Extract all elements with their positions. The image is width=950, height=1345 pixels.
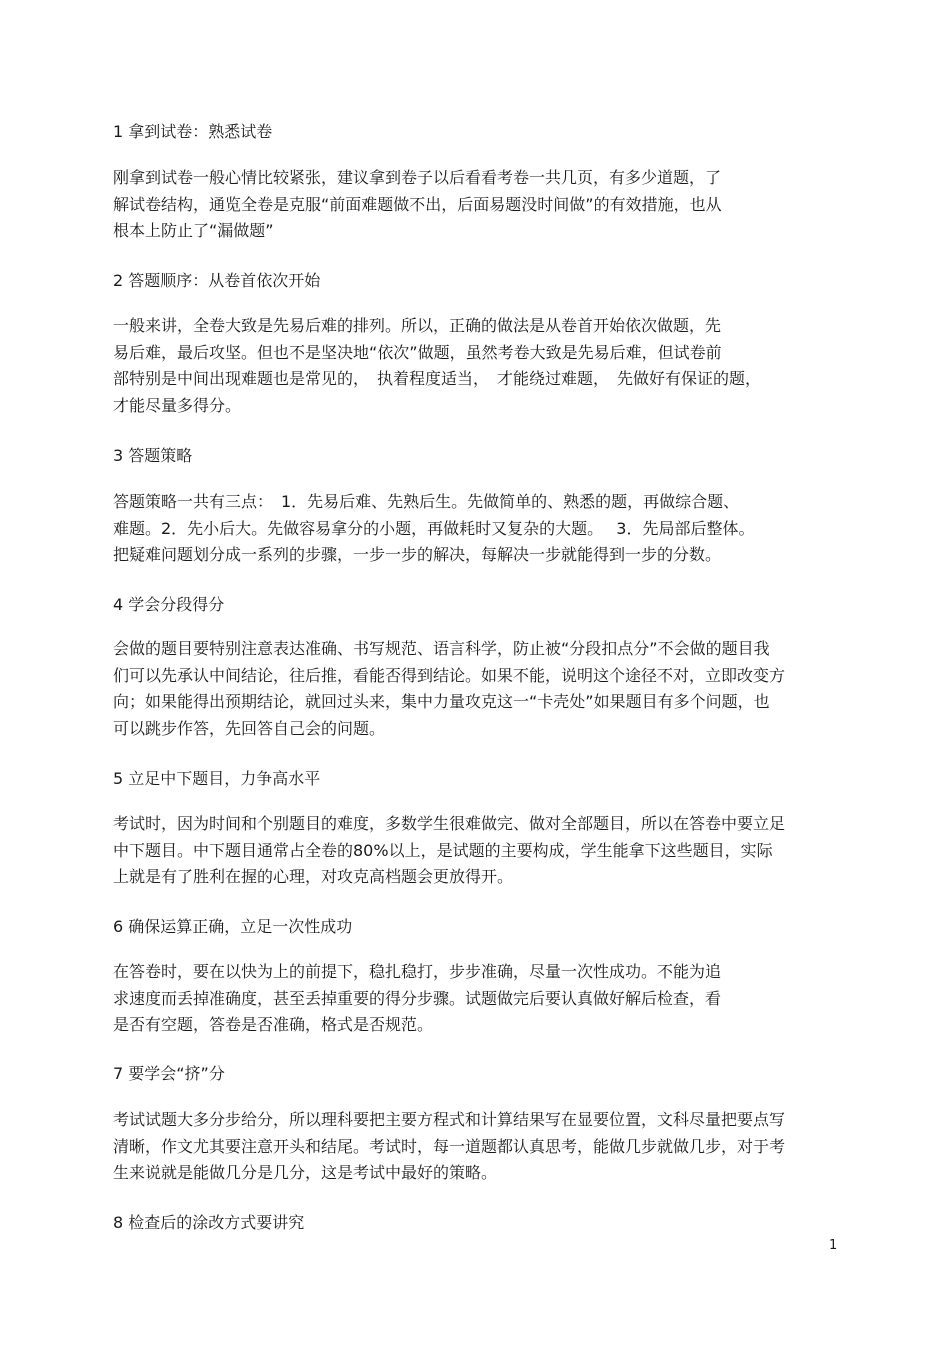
section-6-paragraph	[113, 959, 848, 1039]
paragraph-line: 一般来讲，全卷大致是先易后难的排列。所以，正确的做法是从卷首开始依次做题，先	[113, 316, 722, 335]
section-7-heading: 7 要学会“挤”分	[113, 1064, 225, 1083]
paragraph-line: 们可以先承认中间结论，往后推，看能否得到结论。如果不能，说明这个途径不对，立即改变方	[113, 665, 786, 685]
paragraph-line: 求速度而丢掉准确度，甚至丢掉重要的得分步骤。试题做完后要认真做好解后检查，看	[113, 988, 722, 1008]
paragraph-line: 是否有空题，答卷是否准确，格式是否规范。	[113, 1015, 434, 1034]
section-4-paragraph	[113, 636, 848, 742]
paragraph-line: 把疑难问题划分成一系列的步骤，一步一步的解决，每解决一步就能得到一步的分数。	[113, 545, 722, 564]
paragraph-line: 可以跳步作答，先回答自己会的问题。	[113, 718, 386, 738]
section-4-heading: 4 学会分段得分	[113, 595, 225, 614]
section-2-heading: 2 答题顺序：从卷首依次开始	[113, 271, 321, 290]
section-7-paragraph	[113, 1107, 848, 1187]
paragraph-line: 生来说就是能做几分是几分，这是考试中最好的策略。	[113, 1163, 498, 1182]
section-5-heading: 5 立足中下题目，力争高水平	[113, 769, 321, 788]
section-3-paragraph	[113, 489, 848, 569]
paragraph-line: 考试时，因为时间和个别题目的难度，多数学生很难做完、做对全部题目，所以在答卷中要立足	[113, 814, 786, 833]
paragraph-line: 解试卷结构，通览全卷是克服“前面难题做不出，后面易题没时间做”的有效措施，也从	[113, 194, 722, 214]
paragraph-line: 会做的题目要特别注意表达准确、书写规范、语言科学，防止被“分段扣点分”不会做的题目我	[113, 639, 770, 658]
paragraph-line: 部特别是中间出现难题也是常见的， 执着程度适当， 才能绕过难题， 先做好有保证的题，	[113, 369, 762, 388]
paragraph-line: 考试试题大多分步给分，所以理科要把主要方程式和计算结果写在显要位置，文科尽量把要点写	[113, 1110, 786, 1129]
section-2-paragraph	[113, 313, 848, 419]
paragraph-line: 易后难，最后攻坚。但也不是坚决地“依次”做题，虽然考卷大致是先易后难，但试卷前	[113, 342, 722, 362]
paragraph-line: 上就是有了胜利在握的心理，对攻克高档题会更放得开。	[113, 867, 514, 886]
paragraph-line: 清晰，作文尤其要注意开头和结尾。考试时，每一道题都认真思考，能做几步就做几步，对于考	[113, 1136, 786, 1156]
section-1-heading: 1 拿到试卷：熟悉试卷	[113, 122, 273, 141]
section-8-heading: 8 检查后的涂改方式要讲究	[113, 1213, 305, 1232]
paragraph-line: 才能尽量多得分。	[113, 395, 242, 415]
page-number: 1	[829, 1238, 838, 1253]
section-3-heading: 3 答题策略	[113, 446, 193, 465]
paragraph-line: 在答卷时，要在以快为上的前提下，稳扎稳打，步步准确，尽量一次性成功。不能为追	[113, 962, 722, 981]
paragraph-line: 难题。2．先小后大。先做容易拿分的小题，再做耗时又复杂的大题。 3．先局部后整体。	[113, 518, 755, 538]
paragraph-line: 刚拿到试卷一般心情比较紧张，建议拿到卷子以后看看考卷一共几页，有多少道题，了	[113, 168, 722, 187]
paragraph-line: 向；如果能得出预期结论，就回过头来，集中力量攻克这一“卡壳处”如果题目有多个问题，也	[113, 692, 770, 711]
paragraph-line: 根本上防止了“漏做题”	[113, 221, 274, 240]
section-5-paragraph	[113, 811, 848, 891]
paragraph-line: 中下题目。中下题目通常占全卷的80%以上，是试题的主要构成，学生能拿下这些题目，实际	[113, 840, 773, 860]
section-6-heading: 6 确保运算正确，立足一次性成功	[113, 917, 353, 936]
section-1-paragraph	[113, 165, 848, 245]
paragraph-line: 答题策略一共有三点： 1．先易后难、先熟后生。先做简单的、熟悉的题，再做综合题、	[113, 492, 740, 511]
